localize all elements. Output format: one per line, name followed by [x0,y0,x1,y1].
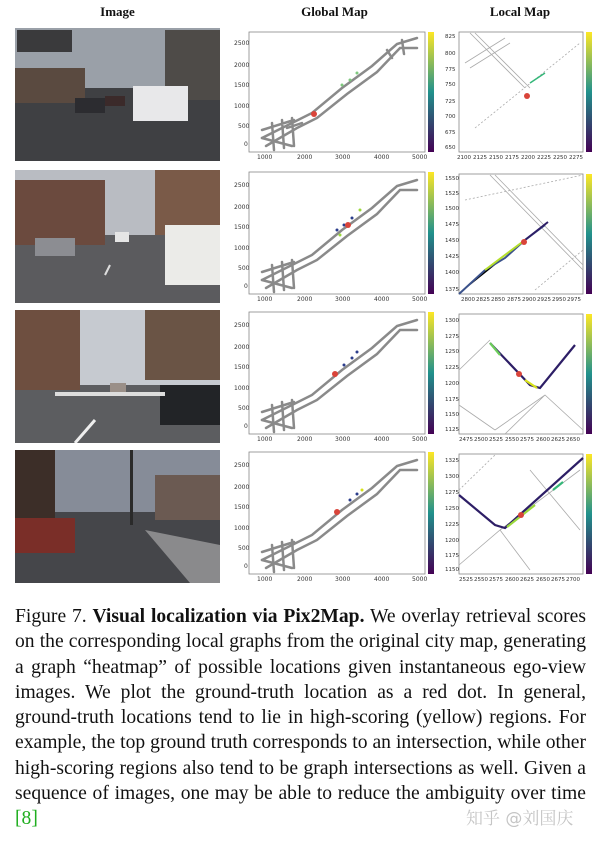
svg-text:2275: 2275 [569,155,583,161]
svg-text:700: 700 [445,114,456,120]
global-map-2 [232,170,437,305]
svg-text:2800: 2800 [461,297,475,303]
svg-text:5000: 5000 [412,576,428,583]
ego-view-photo-2 [15,170,220,303]
svg-text:1275: 1275 [445,334,459,340]
svg-text:1475: 1475 [445,222,459,228]
svg-text:1000: 1000 [234,525,250,532]
svg-text:2000: 2000 [234,344,250,351]
svg-text:2000: 2000 [234,484,250,491]
local-map-4 [445,450,595,585]
svg-text:2825: 2825 [476,297,490,303]
svg-text:2550: 2550 [474,577,488,583]
svg-text:825: 825 [445,34,456,40]
svg-text:650: 650 [445,145,456,151]
svg-text:1375: 1375 [445,287,459,293]
caption-body: We overlay retrieval scores on the corresponding local graphs from the original city map, generating a graph “heatmap” of possible locations given instantaneous ego-view images. We plot the ground-truth location as a red dot. In general, ground-truth locations tend to lie in high-scoring (yellow) regions. For example, the top ground truth corresponds to an intersection, while other high-scoring regions also tend to be graph intersections as well. Given a sequence of images, one may be able to reduce the ambiguity over time [15,606,587,805]
watermark: 知乎 @刘国庆 [466,809,574,829]
svg-text:2675: 2675 [551,577,565,583]
svg-text:2500: 2500 [234,40,250,47]
svg-text:2600: 2600 [536,437,550,443]
citation-link[interactable]: [8] [15,808,38,830]
svg-text:1400: 1400 [445,270,459,276]
svg-text:2650: 2650 [536,577,550,583]
svg-text:5000: 5000 [412,436,428,443]
svg-text:2700: 2700 [566,577,580,583]
svg-text:1000: 1000 [234,385,250,392]
svg-text:1200: 1200 [445,538,459,544]
svg-text:2600: 2600 [505,577,519,583]
svg-text:2000: 2000 [297,436,313,443]
svg-text:2000: 2000 [297,296,313,303]
svg-text:1175: 1175 [445,397,459,403]
svg-text:1175: 1175 [445,553,459,559]
svg-text:2650: 2650 [566,437,580,443]
svg-text:0: 0 [244,141,248,148]
svg-text:2850: 2850 [491,297,505,303]
ego-view-photo-4 [15,450,220,583]
global-map-1 [232,28,437,163]
svg-text:500: 500 [238,123,250,130]
svg-text:4000: 4000 [374,296,390,303]
svg-text:1425: 1425 [445,254,459,260]
global-map-4 [232,450,437,585]
svg-text:1225: 1225 [445,365,459,371]
ego-view-photo-3 [15,310,220,443]
svg-text:1000: 1000 [257,154,273,161]
svg-text:2625: 2625 [551,437,565,443]
svg-text:1325: 1325 [445,458,459,464]
svg-text:1250: 1250 [445,506,459,512]
svg-text:0: 0 [244,563,248,570]
local-map-3 [445,310,595,445]
svg-text:800: 800 [445,51,456,57]
svg-text:2625: 2625 [520,577,534,583]
svg-text:2150: 2150 [489,155,503,161]
svg-text:1550: 1550 [445,176,459,182]
svg-text:2100: 2100 [457,155,471,161]
svg-text:5000: 5000 [412,154,428,161]
figure-caption [15,604,586,832]
ego-view-photo-1 [15,28,220,161]
svg-text:3000: 3000 [335,296,351,303]
svg-text:2950: 2950 [552,297,566,303]
svg-text:1525: 1525 [445,191,459,197]
svg-text:2550: 2550 [505,437,519,443]
svg-text:2200: 2200 [521,155,535,161]
svg-text:1000: 1000 [257,576,273,583]
svg-text:2000: 2000 [297,154,313,161]
svg-text:2250: 2250 [553,155,567,161]
svg-text:2500: 2500 [474,437,488,443]
header-global-map: Global Map [301,4,368,19]
svg-text:4000: 4000 [374,436,390,443]
svg-text:3000: 3000 [335,576,351,583]
svg-text:1200: 1200 [445,381,459,387]
svg-text:725: 725 [445,99,456,105]
svg-text:1300: 1300 [445,474,459,480]
svg-text:500: 500 [238,265,250,272]
svg-text:1500: 1500 [234,82,250,89]
svg-text:4000: 4000 [374,154,390,161]
svg-text:500: 500 [238,545,250,552]
svg-text:1500: 1500 [234,364,250,371]
svg-text:1500: 1500 [234,504,250,511]
svg-text:2925: 2925 [537,297,551,303]
svg-text:1275: 1275 [445,490,459,496]
local-map-2 [445,170,595,305]
header-local-map: Local Map [489,4,551,19]
svg-text:500: 500 [238,405,250,412]
svg-text:2225: 2225 [537,155,551,161]
svg-text:3000: 3000 [335,436,351,443]
svg-text:1000: 1000 [234,103,250,110]
svg-text:2125: 2125 [473,155,487,161]
svg-text:2525: 2525 [489,437,503,443]
svg-text:0: 0 [244,423,248,430]
svg-text:2900: 2900 [522,297,536,303]
svg-text:1300: 1300 [445,318,459,324]
svg-text:1000: 1000 [257,296,273,303]
svg-text:2525: 2525 [459,577,473,583]
svg-text:5000: 5000 [412,296,428,303]
header-image: Image [100,4,135,19]
svg-text:675: 675 [445,130,456,136]
svg-text:1000: 1000 [234,245,250,252]
svg-text:1225: 1225 [445,522,459,528]
svg-text:2000: 2000 [297,576,313,583]
svg-text:2500: 2500 [234,462,250,469]
caption-title: Visual localization via Pix2Map. [92,606,365,627]
svg-text:1150: 1150 [445,412,459,418]
svg-text:2500: 2500 [234,182,250,189]
svg-text:0: 0 [244,283,248,290]
caption-label: Figure 7. [15,606,87,627]
svg-text:2575: 2575 [489,577,503,583]
svg-text:2175: 2175 [505,155,519,161]
svg-text:2575: 2575 [520,437,534,443]
svg-text:2875: 2875 [507,297,521,303]
svg-text:4000: 4000 [374,576,390,583]
global-map-3 [232,310,437,445]
svg-text:1500: 1500 [445,206,459,212]
svg-text:1250: 1250 [445,349,459,355]
svg-text:2975: 2975 [567,297,581,303]
svg-text:2000: 2000 [234,62,250,69]
svg-text:1450: 1450 [445,238,459,244]
svg-text:1125: 1125 [445,427,459,433]
svg-text:775: 775 [445,67,456,73]
svg-text:1150: 1150 [445,567,459,573]
svg-text:1000: 1000 [257,436,273,443]
svg-text:2500: 2500 [234,322,250,329]
svg-text:750: 750 [445,82,456,88]
svg-text:2000: 2000 [234,204,250,211]
local-map-1 [445,28,595,163]
svg-text:2475: 2475 [459,437,473,443]
svg-text:3000: 3000 [335,154,351,161]
svg-text:1500: 1500 [234,224,250,231]
